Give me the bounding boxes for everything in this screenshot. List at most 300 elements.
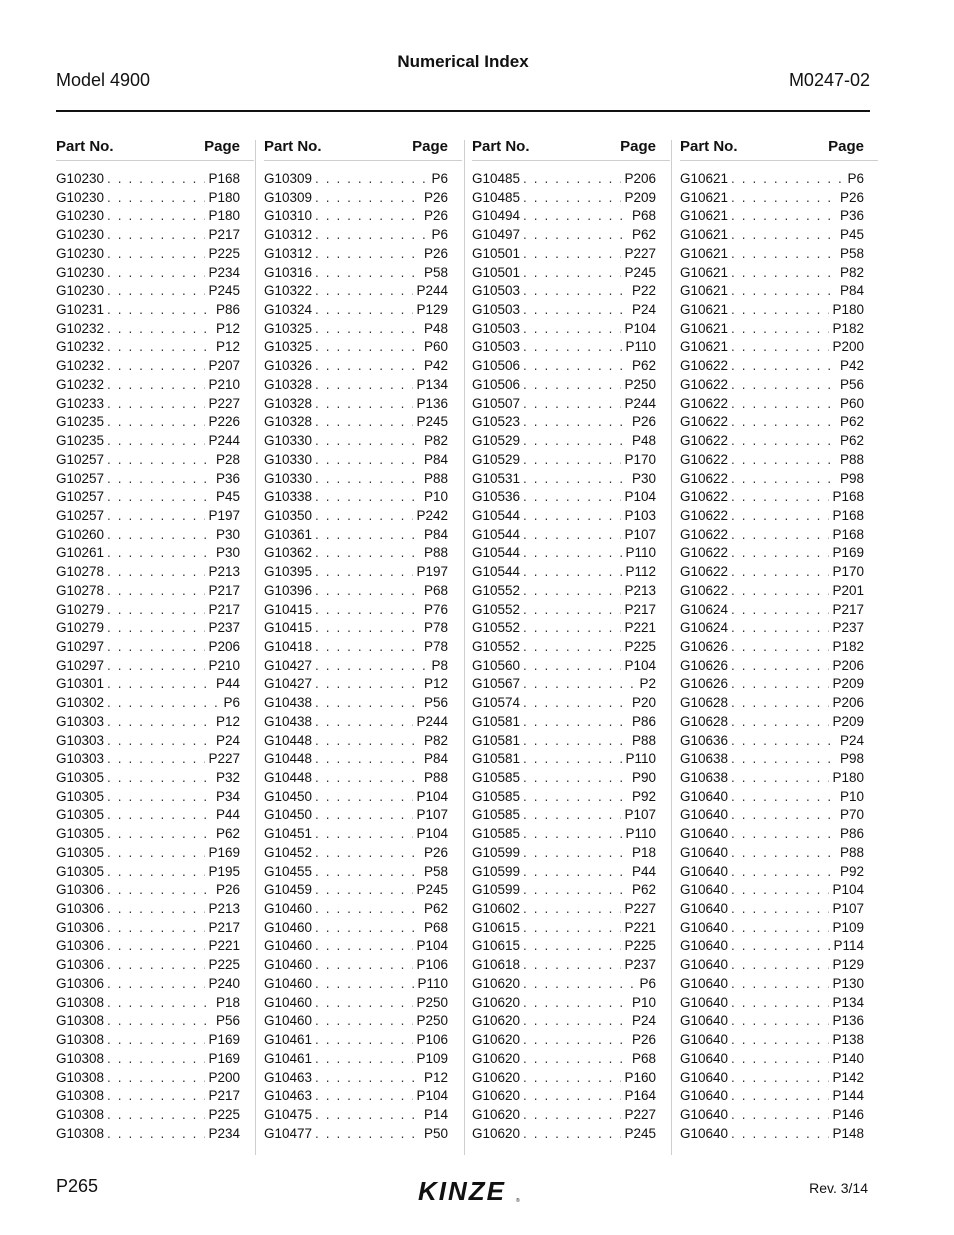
page-reference: P109 [416, 1050, 448, 1066]
part-number: G10485 [472, 171, 521, 186]
index-entry [680, 901, 864, 920]
dot-leader [731, 826, 837, 841]
dot-leader [315, 396, 413, 411]
dot-leader [731, 508, 829, 523]
index-entry [472, 489, 656, 508]
index-entry [264, 733, 448, 752]
part-number: G10460 [264, 1013, 313, 1029]
part-number: G10451 [264, 826, 313, 842]
part-number: G10461 [264, 1050, 313, 1066]
index-entry [56, 789, 240, 808]
dot-leader [731, 976, 829, 991]
dot-leader [107, 639, 205, 654]
part-number: G10325 [264, 339, 313, 355]
part-number: G10305 [56, 826, 105, 842]
index-entry [56, 545, 240, 564]
dot-leader [523, 190, 621, 205]
page-reference: P26 [631, 414, 656, 430]
part-number: G10350 [264, 507, 313, 523]
dot-leader [315, 302, 413, 317]
part-number: G10621 [680, 320, 729, 336]
dot-leader [523, 1051, 629, 1066]
part-number: G10622 [680, 526, 729, 542]
dot-leader [731, 471, 837, 486]
part-number: G10308 [56, 1032, 105, 1048]
dot-leader [107, 227, 205, 242]
page-reference: P197 [208, 507, 240, 523]
index-entry [680, 733, 864, 752]
index-entry [680, 377, 864, 396]
index-entry [56, 920, 240, 939]
part-number: G10448 [264, 732, 313, 748]
part-number: G10418 [264, 638, 313, 654]
dot-leader [315, 452, 421, 467]
index-entry [472, 751, 656, 770]
page-reference: P68 [423, 582, 448, 598]
page-reference: P78 [423, 638, 448, 654]
dot-leader [523, 545, 622, 560]
index-entry [472, 976, 656, 995]
dot-leader [523, 452, 621, 467]
index-rows [680, 171, 864, 1144]
part-number: G10501 [472, 245, 521, 261]
index-entry [264, 695, 448, 714]
page-reference: P104 [416, 826, 448, 842]
page-reference: P227 [624, 1106, 656, 1122]
index-entry [680, 564, 864, 583]
index-entry [56, 901, 240, 920]
dot-leader [731, 246, 837, 261]
dot-leader [523, 265, 621, 280]
dot-leader [731, 901, 829, 916]
dot-leader [731, 845, 837, 860]
page-reference: P206 [832, 657, 864, 673]
dot-leader [523, 1013, 629, 1028]
part-number: G10308 [56, 1125, 105, 1141]
part-number: G10309 [264, 189, 313, 205]
page-reference: P10 [631, 994, 656, 1010]
dot-leader [731, 527, 829, 542]
dot-leader [523, 1070, 621, 1085]
part-number: G10305 [56, 788, 105, 804]
page-reference: P225 [208, 245, 240, 261]
index-column-1 [56, 136, 240, 1144]
page-reference: P30 [631, 470, 656, 486]
index-entry [472, 714, 656, 733]
page-reference: P227 [624, 901, 656, 917]
page-reference: P182 [832, 320, 864, 336]
page-heading: Page [204, 138, 240, 155]
part-number: G10257 [56, 489, 105, 505]
index-entry [472, 1013, 656, 1032]
page-reference: P104 [624, 320, 656, 336]
index-entry [264, 658, 448, 677]
page-reference: P245 [416, 882, 448, 898]
part-number: G10233 [56, 395, 105, 411]
index-rows [472, 171, 656, 1144]
part-number: G10396 [264, 582, 313, 598]
page-reference: P62 [839, 414, 864, 430]
dot-leader [731, 545, 829, 560]
page-reference: P14 [423, 1106, 448, 1122]
dot-leader [107, 190, 205, 205]
page-reference: P221 [624, 620, 656, 636]
index-entry [472, 527, 656, 546]
page-reference: P209 [832, 713, 864, 729]
index-rows [264, 171, 448, 1144]
dot-leader [731, 283, 837, 298]
part-number: G10585 [472, 770, 521, 785]
dot-leader [731, 1013, 829, 1028]
page-reference: P245 [416, 414, 448, 430]
dot-leader [523, 733, 629, 748]
index-entry [56, 564, 240, 583]
dot-leader [315, 227, 428, 242]
part-number: G10257 [56, 470, 105, 486]
dot-leader [523, 583, 621, 598]
dot-leader [523, 564, 622, 579]
dot-leader [523, 321, 621, 336]
page-reference: P88 [423, 770, 448, 785]
part-number: G10640 [680, 919, 729, 935]
page-reference: P140 [832, 1050, 864, 1066]
index-entry [680, 265, 864, 284]
dot-leader [731, 807, 837, 822]
index-entry [56, 751, 240, 770]
part-number: G10621 [680, 339, 729, 355]
part-number: G10620 [472, 994, 521, 1010]
dot-leader [315, 1070, 421, 1085]
dot-leader [731, 658, 829, 673]
index-entry [472, 246, 656, 265]
column-header-rule [472, 160, 670, 161]
page-reference: P26 [423, 844, 448, 860]
index-entry [472, 208, 656, 227]
dot-leader [315, 789, 413, 804]
index-entry [264, 920, 448, 939]
index-entry [680, 789, 864, 808]
dot-leader [315, 995, 413, 1010]
index-entry [680, 433, 864, 452]
page-reference: P36 [215, 470, 240, 486]
dot-leader [107, 414, 205, 429]
index-entry [56, 1107, 240, 1126]
index-entry [264, 639, 448, 658]
dot-leader [107, 1088, 205, 1103]
index-entry [680, 602, 864, 621]
index-entry [680, 1013, 864, 1032]
index-entry [264, 246, 448, 265]
part-number: G10531 [472, 470, 521, 486]
index-entry [680, 508, 864, 527]
part-number: G10529 [472, 451, 521, 467]
page-reference: P180 [832, 770, 864, 785]
index-entry [264, 190, 448, 209]
dot-leader [523, 358, 629, 373]
part-number: G10622 [680, 358, 729, 374]
index-entry [472, 265, 656, 284]
dot-leader [523, 1032, 629, 1047]
dot-leader [315, 751, 421, 766]
dot-leader [315, 733, 421, 748]
page-reference: P225 [624, 638, 656, 654]
dot-leader [731, 321, 829, 336]
part-number: G10460 [264, 938, 313, 954]
index-entry [264, 1013, 448, 1032]
page-reference: P84 [423, 751, 448, 767]
part-number: G10536 [472, 489, 521, 505]
page-reference: P200 [832, 339, 864, 355]
dot-leader [523, 995, 629, 1010]
part-number: G10615 [472, 938, 521, 954]
dot-leader [315, 190, 421, 205]
dot-leader [315, 508, 413, 523]
dot-leader [315, 1107, 421, 1122]
index-entry [264, 1051, 448, 1070]
page-reference: P182 [832, 638, 864, 654]
column-header [264, 136, 448, 160]
part-number: G10620 [472, 1013, 521, 1029]
page-reference: P217 [208, 919, 240, 935]
dot-leader [107, 751, 205, 766]
part-number: G10622 [680, 470, 729, 486]
dot-leader [523, 901, 621, 916]
page-reference: P110 [625, 545, 656, 561]
page-reference: P146 [832, 1106, 864, 1122]
page-reference: P60 [423, 339, 448, 355]
index-entry [472, 1051, 656, 1070]
dot-leader [107, 602, 205, 617]
kinze-logo [402, 1176, 522, 1206]
index-entry [680, 1051, 864, 1070]
part-number: G10640 [680, 1125, 729, 1141]
index-entry [264, 433, 448, 452]
part-number: G10544 [472, 545, 521, 561]
dot-leader [523, 639, 621, 654]
dot-leader [523, 246, 621, 261]
page-reference: P213 [208, 564, 240, 580]
index-entry [472, 658, 656, 677]
dot-leader [523, 302, 629, 317]
dot-leader [315, 527, 421, 542]
page-reference: P68 [423, 919, 448, 935]
index-entry [264, 414, 448, 433]
dot-leader [107, 733, 213, 748]
page-reference: P42 [839, 358, 864, 374]
index-entry [472, 321, 656, 340]
page-reference: P82 [423, 433, 448, 449]
part-number: G10640 [680, 1106, 729, 1122]
dot-leader [315, 882, 413, 897]
index-entry [264, 1088, 448, 1107]
dot-leader [315, 1032, 413, 1047]
page-reference: P84 [423, 526, 448, 542]
page-reference: P168 [208, 171, 240, 186]
dot-leader [107, 976, 205, 991]
dot-leader [731, 733, 837, 748]
index-entry [56, 733, 240, 752]
index-entry [264, 452, 448, 471]
dot-leader [315, 1126, 421, 1141]
index-entry [472, 583, 656, 602]
page-reference: P42 [423, 358, 448, 374]
page-reference: P58 [839, 245, 864, 261]
document-number: M0247-02 [788, 70, 870, 90]
page-reference: P104 [416, 1088, 448, 1104]
page-reference: P45 [839, 227, 864, 243]
part-number: G10303 [56, 713, 105, 729]
index-entry [264, 620, 448, 639]
page-reference: P209 [624, 189, 656, 205]
page-reference: P104 [624, 489, 656, 505]
index-entry [680, 358, 864, 377]
dot-leader [523, 770, 629, 785]
index-entry [264, 1032, 448, 1051]
index-entry [680, 676, 864, 695]
index-entry [680, 208, 864, 227]
dot-leader [731, 920, 829, 935]
index-entry [472, 1126, 656, 1145]
part-number: G10621 [680, 171, 729, 186]
dot-leader [107, 339, 213, 354]
index-entry [56, 658, 240, 677]
page-reference: P227 [208, 395, 240, 411]
index-entry [56, 714, 240, 733]
page-reference: P160 [624, 1069, 656, 1085]
part-number: G10232 [56, 320, 105, 336]
part-number: G10427 [264, 676, 313, 692]
dot-leader [731, 1032, 829, 1047]
index-entry [56, 695, 240, 714]
dot-leader [523, 620, 621, 635]
index-entry [56, 1032, 240, 1051]
dot-leader [107, 433, 205, 448]
page-reference: P237 [208, 620, 240, 636]
index-entry [472, 864, 656, 883]
dot-leader [315, 770, 421, 785]
dot-leader [315, 471, 421, 486]
part-number: G10306 [56, 957, 105, 973]
index-entry [56, 1013, 240, 1032]
dot-leader [107, 882, 213, 897]
page-reference: P169 [208, 1032, 240, 1048]
page-reference: P44 [215, 676, 240, 692]
index-entry [264, 321, 448, 340]
page-reference: P98 [839, 751, 864, 767]
part-number: G10301 [56, 676, 105, 692]
index-entry [264, 882, 448, 901]
part-number: G10621 [680, 283, 729, 299]
index-entry [264, 676, 448, 695]
dot-leader [731, 620, 829, 635]
part-number: G10325 [264, 320, 313, 336]
part-number: G10628 [680, 713, 729, 729]
page-reference: P170 [832, 564, 864, 580]
page-heading: Page [828, 138, 864, 155]
index-entry [680, 227, 864, 246]
index-entry [680, 283, 864, 302]
page-reference: P62 [423, 901, 448, 917]
page-reference: P164 [624, 1088, 656, 1104]
part-number: G10312 [264, 227, 313, 243]
dot-leader [315, 676, 421, 691]
part-number: G10450 [264, 807, 313, 823]
index-entry [472, 452, 656, 471]
index-entry [680, 1107, 864, 1126]
dot-leader [523, 227, 629, 242]
part-number: G10640 [680, 994, 729, 1010]
page-reference: P26 [631, 1032, 656, 1048]
part-number: G10338 [264, 489, 313, 505]
dot-leader [523, 283, 629, 298]
page-reference: P180 [208, 208, 240, 224]
part-number: G10552 [472, 601, 521, 617]
part-number: G10303 [56, 732, 105, 748]
page-reference: P169 [208, 1050, 240, 1066]
part-number: G10463 [264, 1088, 313, 1104]
index-entry [472, 1088, 656, 1107]
page-reference: P168 [832, 507, 864, 523]
model-label: Model 4900 [56, 70, 151, 90]
part-number: G10638 [680, 770, 729, 785]
part-number: G10324 [264, 302, 313, 318]
index-entry [472, 433, 656, 452]
index-entry [264, 807, 448, 826]
dot-leader [107, 508, 205, 523]
index-entry [680, 190, 864, 209]
index-entry [56, 321, 240, 340]
dot-leader [107, 770, 213, 785]
page-reference: P18 [215, 994, 240, 1010]
index-entry [472, 1070, 656, 1089]
page-reference: P56 [215, 1013, 240, 1029]
part-number: G10640 [680, 826, 729, 842]
part-number: G10622 [680, 545, 729, 561]
dot-leader [107, 957, 205, 972]
page-reference: P107 [416, 807, 448, 823]
page-reference: P84 [423, 451, 448, 467]
page-reference: P92 [631, 788, 656, 804]
part-number: G10544 [472, 507, 521, 523]
index-entry [264, 489, 448, 508]
index-entry [264, 471, 448, 490]
dot-leader [107, 171, 205, 186]
page-reference: P168 [832, 526, 864, 542]
index-entry [264, 789, 448, 808]
dot-leader [731, 1088, 829, 1103]
part-number: G10326 [264, 358, 313, 374]
index-entry [680, 639, 864, 658]
dot-leader [523, 508, 621, 523]
index-entry [680, 527, 864, 546]
part-number: G10278 [56, 564, 105, 580]
page-reference: P136 [416, 395, 448, 411]
index-entry [680, 770, 864, 789]
dot-leader [731, 1051, 829, 1066]
dot-leader [731, 602, 829, 617]
part-number: G10330 [264, 451, 313, 467]
page-reference: P48 [423, 320, 448, 336]
index-entry [472, 995, 656, 1014]
dot-leader [107, 826, 213, 841]
part-number: G10230 [56, 171, 105, 186]
part-number: G10232 [56, 339, 105, 355]
page-reference: P60 [839, 395, 864, 411]
dot-leader [107, 246, 205, 261]
dot-leader [523, 433, 629, 448]
part-number: G10328 [264, 414, 313, 430]
dot-leader [107, 714, 213, 729]
